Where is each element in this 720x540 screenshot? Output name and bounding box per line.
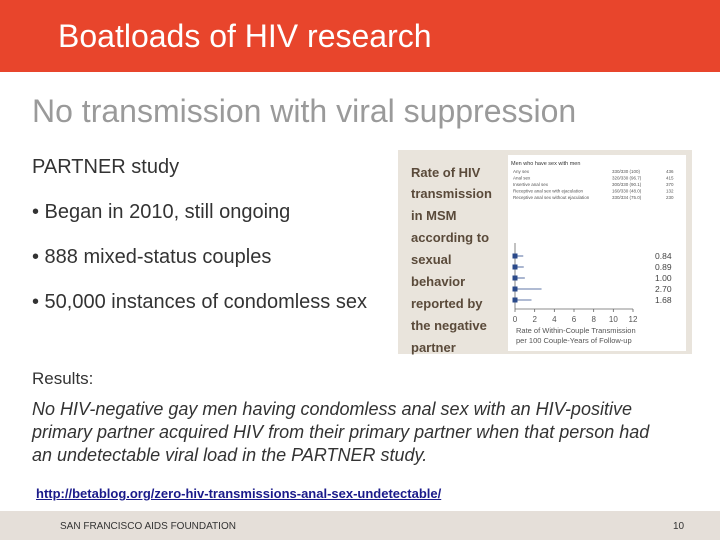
row-n: 330/330 (100) — [612, 169, 641, 174]
row-n: 160/330 (48.0) — [612, 188, 642, 194]
chart-caption-line: in MSM — [411, 208, 457, 223]
chart-caption-line: transmission — [411, 186, 492, 201]
upper-ci-label: 2.70 — [655, 284, 672, 294]
x-tick-label: 10 — [608, 315, 618, 324]
point-marker — [513, 287, 518, 292]
slide-subtitle: No transmission with viral suppression — [32, 93, 577, 129]
upper-ci-label: 1.68 — [655, 295, 672, 305]
row-n: 330/334 (75.0) — [612, 195, 642, 200]
x-tick-label: 8 — [591, 315, 596, 324]
chart-caption-line: according to — [411, 230, 490, 245]
row-count: 230 — [666, 195, 674, 200]
chart-title: Men who have sex with men — [511, 161, 581, 167]
results-label: Results: — [32, 369, 94, 388]
results-text: No HIV-negative gay men having condomless anal sex with an HIV-positive primary partner acquired HIV from their primary partner when that person had an undetectable viral load in the PARTNER study. — [32, 399, 650, 465]
chart-caption-line: partner — [411, 340, 456, 355]
bullet-2: • 888 mixed-status couples — [32, 246, 272, 268]
chart-caption-line: the negative — [411, 318, 487, 333]
row-label: Anal sex — [513, 175, 531, 181]
x-tick-label: 4 — [552, 315, 557, 324]
row-label: Receptive anal sex with ejaculation — [513, 188, 584, 194]
row-n: 300/330 (90.1) — [612, 182, 642, 187]
row-label: Receptive anal sex without ejaculation — [513, 195, 590, 200]
row-count: 436 — [666, 169, 674, 174]
x-axis-label: per 100 Couple-Years of Follow-up — [516, 336, 632, 345]
chart-caption-line: Rate of HIV — [411, 165, 481, 180]
page-number: 10 — [673, 521, 685, 532]
study-heading: PARTNER study — [32, 156, 180, 178]
source-link[interactable]: http://betablog.org/zero-hiv-transmissions-anal-sex-undetectable/ — [36, 486, 442, 501]
row-count: 415 — [666, 175, 674, 181]
x-tick-label: 12 — [628, 315, 638, 324]
row-count: 370 — [666, 182, 674, 187]
row-label: Insertive anal sex — [513, 182, 549, 187]
x-tick-label: 2 — [532, 315, 537, 324]
footer-org: SAN FRANCISCO AIDS FOUNDATION — [60, 521, 236, 532]
row-label: Any sex — [513, 169, 530, 174]
point-marker — [513, 254, 518, 259]
x-tick-label: 0 — [512, 315, 518, 324]
point-marker — [513, 265, 518, 270]
forest-plot — [508, 155, 686, 351]
row-n: 320/330 (96.7) — [612, 175, 642, 181]
chart-caption-line: reported by — [411, 296, 483, 311]
upper-ci-label: 0.84 — [655, 251, 672, 261]
x-axis-label: Rate of Within-Couple Transmission — [516, 326, 636, 335]
chart-caption-line: sexual — [411, 252, 452, 267]
row-count: 132 — [666, 188, 674, 194]
slide-title: Boatloads of HIV research — [58, 18, 432, 54]
bullet-3: • 50,000 instances of condomless sex — [32, 291, 367, 313]
point-marker — [513, 298, 518, 303]
x-tick-label: 6 — [571, 315, 577, 324]
chart-caption-line: behavior — [411, 274, 466, 289]
point-marker — [513, 276, 518, 281]
upper-ci-label: 1.00 — [655, 273, 672, 283]
bullet-1: • Began in 2010, still ongoing — [32, 201, 291, 223]
upper-ci-label: 0.89 — [655, 262, 672, 272]
